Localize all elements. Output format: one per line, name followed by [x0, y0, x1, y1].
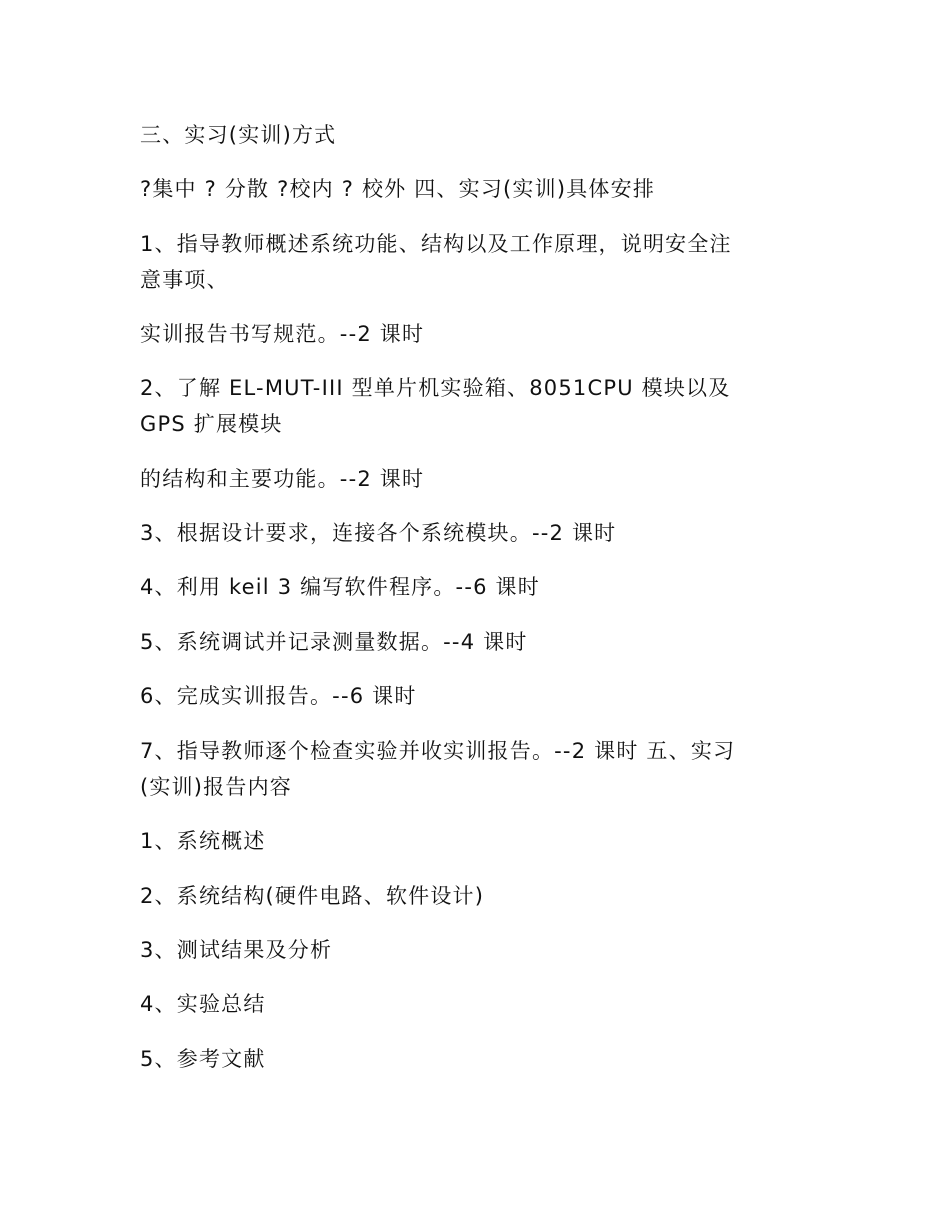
text-line: 2、系统结构(硬件电路、软件设计)	[140, 884, 485, 908]
text-line: 4、实验总结	[140, 992, 266, 1016]
text-line: 4、利用 keil 3 编写软件程序。--6 课时	[140, 575, 540, 599]
text-line: 1、指导教师概述系统功能、结构以及工作原理，说明安全注	[140, 232, 732, 256]
text-line: 1、系统概述	[140, 829, 266, 853]
section-heading-3: 三、实习(实训)方式	[140, 123, 337, 147]
text-line: (实训)报告内容	[140, 775, 292, 799]
text-line: 实训报告书写规范。--2 课时	[140, 322, 425, 346]
text-line: 的结构和主要功能。--2 课时	[140, 467, 425, 491]
text-line: GPS 扩展模块	[140, 412, 283, 436]
text-line: 7、指导教师逐个检查实验并收实训报告。--2 课时 五、实习	[140, 739, 736, 763]
text-line: 6、完成实训报告。--6 课时	[140, 684, 417, 708]
text-line: ?集中 ? 分散 ?校内 ? 校外 四、实习(实训)具体安排	[140, 177, 656, 201]
text-line: 意事项、	[140, 268, 229, 292]
text-line: 3、根据设计要求，连接各个系统模块。--2 课时	[140, 521, 617, 545]
text-line: 5、系统调试并记录测量数据。--4 课时	[140, 630, 528, 654]
text-line: 5、参考文献	[140, 1047, 266, 1071]
text-line: 2、了解 EL-MUT-III 型单片机实验箱、8051CPU 模块以及	[140, 376, 731, 400]
text-line: 3、测试结果及分析	[140, 938, 333, 962]
